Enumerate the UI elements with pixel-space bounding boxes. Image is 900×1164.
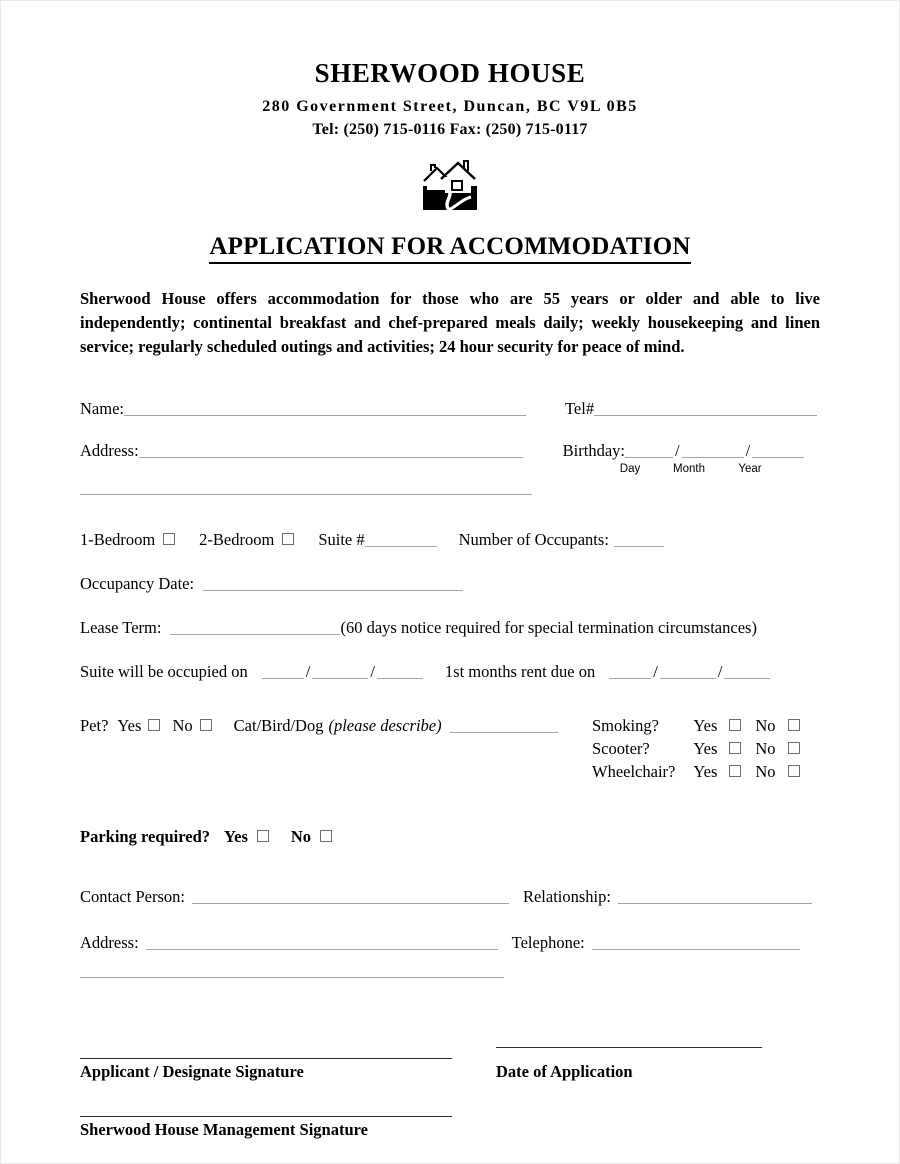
wheelchair-no-checkbox[interactable]	[788, 765, 800, 777]
relationship-label: Relationship:	[522, 886, 611, 906]
rent-due-month-input[interactable]	[660, 678, 716, 679]
pet-yes-checkbox[interactable]	[148, 719, 160, 731]
bedroom-suite-row	[80, 530, 820, 550]
birthday-day-input[interactable]	[625, 457, 673, 458]
pet-describe-label: (please describe)	[328, 715, 442, 735]
birthday-year-caption: Year	[738, 462, 762, 475]
pet-describe-input[interactable]	[450, 732, 558, 733]
address-label: Address:	[80, 440, 139, 460]
wheelchair-question-label: Wheelchair?	[592, 761, 676, 781]
occupied-slash-1: /	[305, 661, 311, 681]
occupants-input[interactable]	[614, 546, 664, 547]
parking-label: Parking required?	[80, 826, 211, 846]
lease-term-input[interactable]	[170, 634, 340, 635]
contact-person-label: Contact Person:	[80, 886, 185, 906]
pet-no-label: No	[172, 715, 193, 735]
parking-row	[80, 827, 820, 847]
tel-input[interactable]	[594, 415, 817, 416]
pet-label: Pet?	[80, 715, 109, 735]
contact-address-label: Address:	[80, 932, 139, 952]
page-title-text: APPLICATION FOR ACCOMMODATION	[209, 233, 690, 264]
rent-due-year-input[interactable]	[724, 678, 770, 679]
scooter-no-label: No	[755, 738, 776, 758]
scooter-yes-label: Yes	[693, 738, 718, 758]
parking-no-label: No	[290, 826, 312, 846]
birthday-slash-1: /	[675, 440, 680, 460]
application-date-input[interactable]	[496, 1047, 762, 1048]
address-input[interactable]	[139, 457, 523, 458]
suite-number-label: Suite #	[318, 529, 365, 549]
lease-term-label: Lease Term:	[80, 617, 162, 637]
occupied-on-label: Suite will be occupied on	[80, 661, 248, 681]
occupancy-date-row	[80, 574, 820, 594]
parking-no-checkbox[interactable]	[320, 830, 332, 842]
contact-address-input[interactable]	[146, 949, 498, 950]
smoking-yes-label: Yes	[693, 715, 718, 735]
parking-yes-checkbox[interactable]	[257, 830, 269, 842]
two-bedroom-label: 2-Bedroom	[199, 529, 275, 549]
pet-row	[80, 716, 592, 736]
parking-yes-label: Yes	[224, 826, 248, 846]
contact-address-line2-input[interactable]	[80, 977, 504, 978]
table-row	[592, 762, 802, 785]
telephone-label: Telephone:	[511, 932, 585, 952]
address-line2-input[interactable]	[80, 494, 532, 495]
organization-name: SHERWOOD HOUSE	[314, 58, 586, 88]
wheelchair-yes-checkbox[interactable]	[729, 765, 741, 777]
relationship-input[interactable]	[618, 903, 812, 904]
table-row	[592, 716, 802, 739]
organization-phones: Tel: (250) 715-0116 Fax: (250) 715-0117	[312, 120, 588, 138]
contact-address-row	[80, 933, 820, 953]
smoking-question-label: Smoking?	[592, 715, 659, 735]
contact-person-row	[80, 887, 820, 907]
occupants-label: Number of Occupants:	[458, 529, 609, 549]
application-date-label: Date of Application	[496, 1061, 633, 1081]
two-houses-with-path-icon	[419, 157, 481, 213]
address-birthday-row	[80, 441, 820, 461]
birthday-month-input[interactable]	[682, 457, 744, 458]
pet-no-checkbox[interactable]	[200, 719, 212, 731]
smoking-no-label: No	[755, 715, 776, 735]
rent-due-slash-2: /	[717, 661, 723, 681]
applicant-signature-label: Applicant / Designate Signature	[80, 1061, 304, 1081]
table-row	[592, 739, 802, 762]
rent-due-label: 1st months rent due on	[444, 661, 596, 681]
smoking-yes-checkbox[interactable]	[729, 719, 741, 731]
form-body	[80, 359, 820, 1140]
two-bedroom-checkbox[interactable]	[282, 533, 294, 545]
one-bedroom-label: 1-Bedroom	[80, 529, 156, 549]
intro-paragraph: Sherwood House offers accommodation for those who are 55 years or older and able to live independently; continental breakfast and chef-prepared meals daily; weekly housekeeping and linen service; regularly scheduled outings and activities; 24 hour security for peace of mind.	[80, 289, 820, 356]
page-title	[1, 233, 899, 261]
pet-types-label: Cat/Bird/Dog	[233, 715, 324, 735]
name-label: Name:	[80, 398, 124, 418]
lease-term-row	[80, 618, 820, 638]
occupied-on-year-input[interactable]	[377, 678, 423, 679]
management-signature-block	[80, 1116, 452, 1140]
lease-term-note: (60 days notice required for special termination circumstances)	[340, 617, 757, 637]
birthday-year-input[interactable]	[752, 457, 804, 458]
telephone-input[interactable]	[592, 949, 800, 950]
suite-number-input[interactable]	[365, 546, 437, 547]
logo	[1, 157, 899, 213]
birthday-day-caption: Day	[619, 462, 641, 475]
birthday-captions-row	[80, 463, 820, 475]
application-date-block	[496, 1047, 762, 1082]
rent-due-slash-1: /	[653, 661, 658, 681]
name-tel-row	[80, 399, 820, 419]
one-bedroom-checkbox[interactable]	[163, 533, 175, 545]
occupied-rent-row	[80, 662, 820, 682]
applicant-signature-block	[80, 1058, 452, 1082]
contact-person-input[interactable]	[192, 903, 509, 904]
organization-address: 280 Government Street, Duncan, BC V9L 0B5	[262, 97, 638, 115]
pet-yes-label: Yes	[117, 715, 142, 735]
rent-due-day-input[interactable]	[609, 678, 651, 679]
scooter-yes-checkbox[interactable]	[729, 742, 741, 754]
accessibility-questions-table	[592, 716, 802, 785]
scooter-no-checkbox[interactable]	[788, 742, 800, 754]
name-input[interactable]	[124, 415, 526, 416]
occupied-on-month-input[interactable]	[312, 678, 368, 679]
occupied-on-day-input[interactable]	[262, 678, 304, 679]
wheelchair-yes-label: Yes	[693, 761, 718, 781]
management-signature-label: Sherwood House Management Signature	[80, 1119, 368, 1139]
tel-label: Tel#	[564, 398, 595, 418]
wheelchair-no-label: No	[755, 761, 776, 781]
smoking-no-checkbox[interactable]	[788, 719, 800, 731]
occupancy-date-input[interactable]	[203, 590, 463, 591]
birthday-label: Birthday:	[562, 440, 625, 460]
occupancy-date-label: Occupancy Date:	[80, 573, 195, 593]
scooter-question-label: Scooter?	[592, 738, 650, 758]
birthday-month-caption: Month	[673, 462, 705, 475]
birthday-slash-2: /	[745, 440, 751, 460]
occupied-slash-2: /	[370, 661, 375, 681]
